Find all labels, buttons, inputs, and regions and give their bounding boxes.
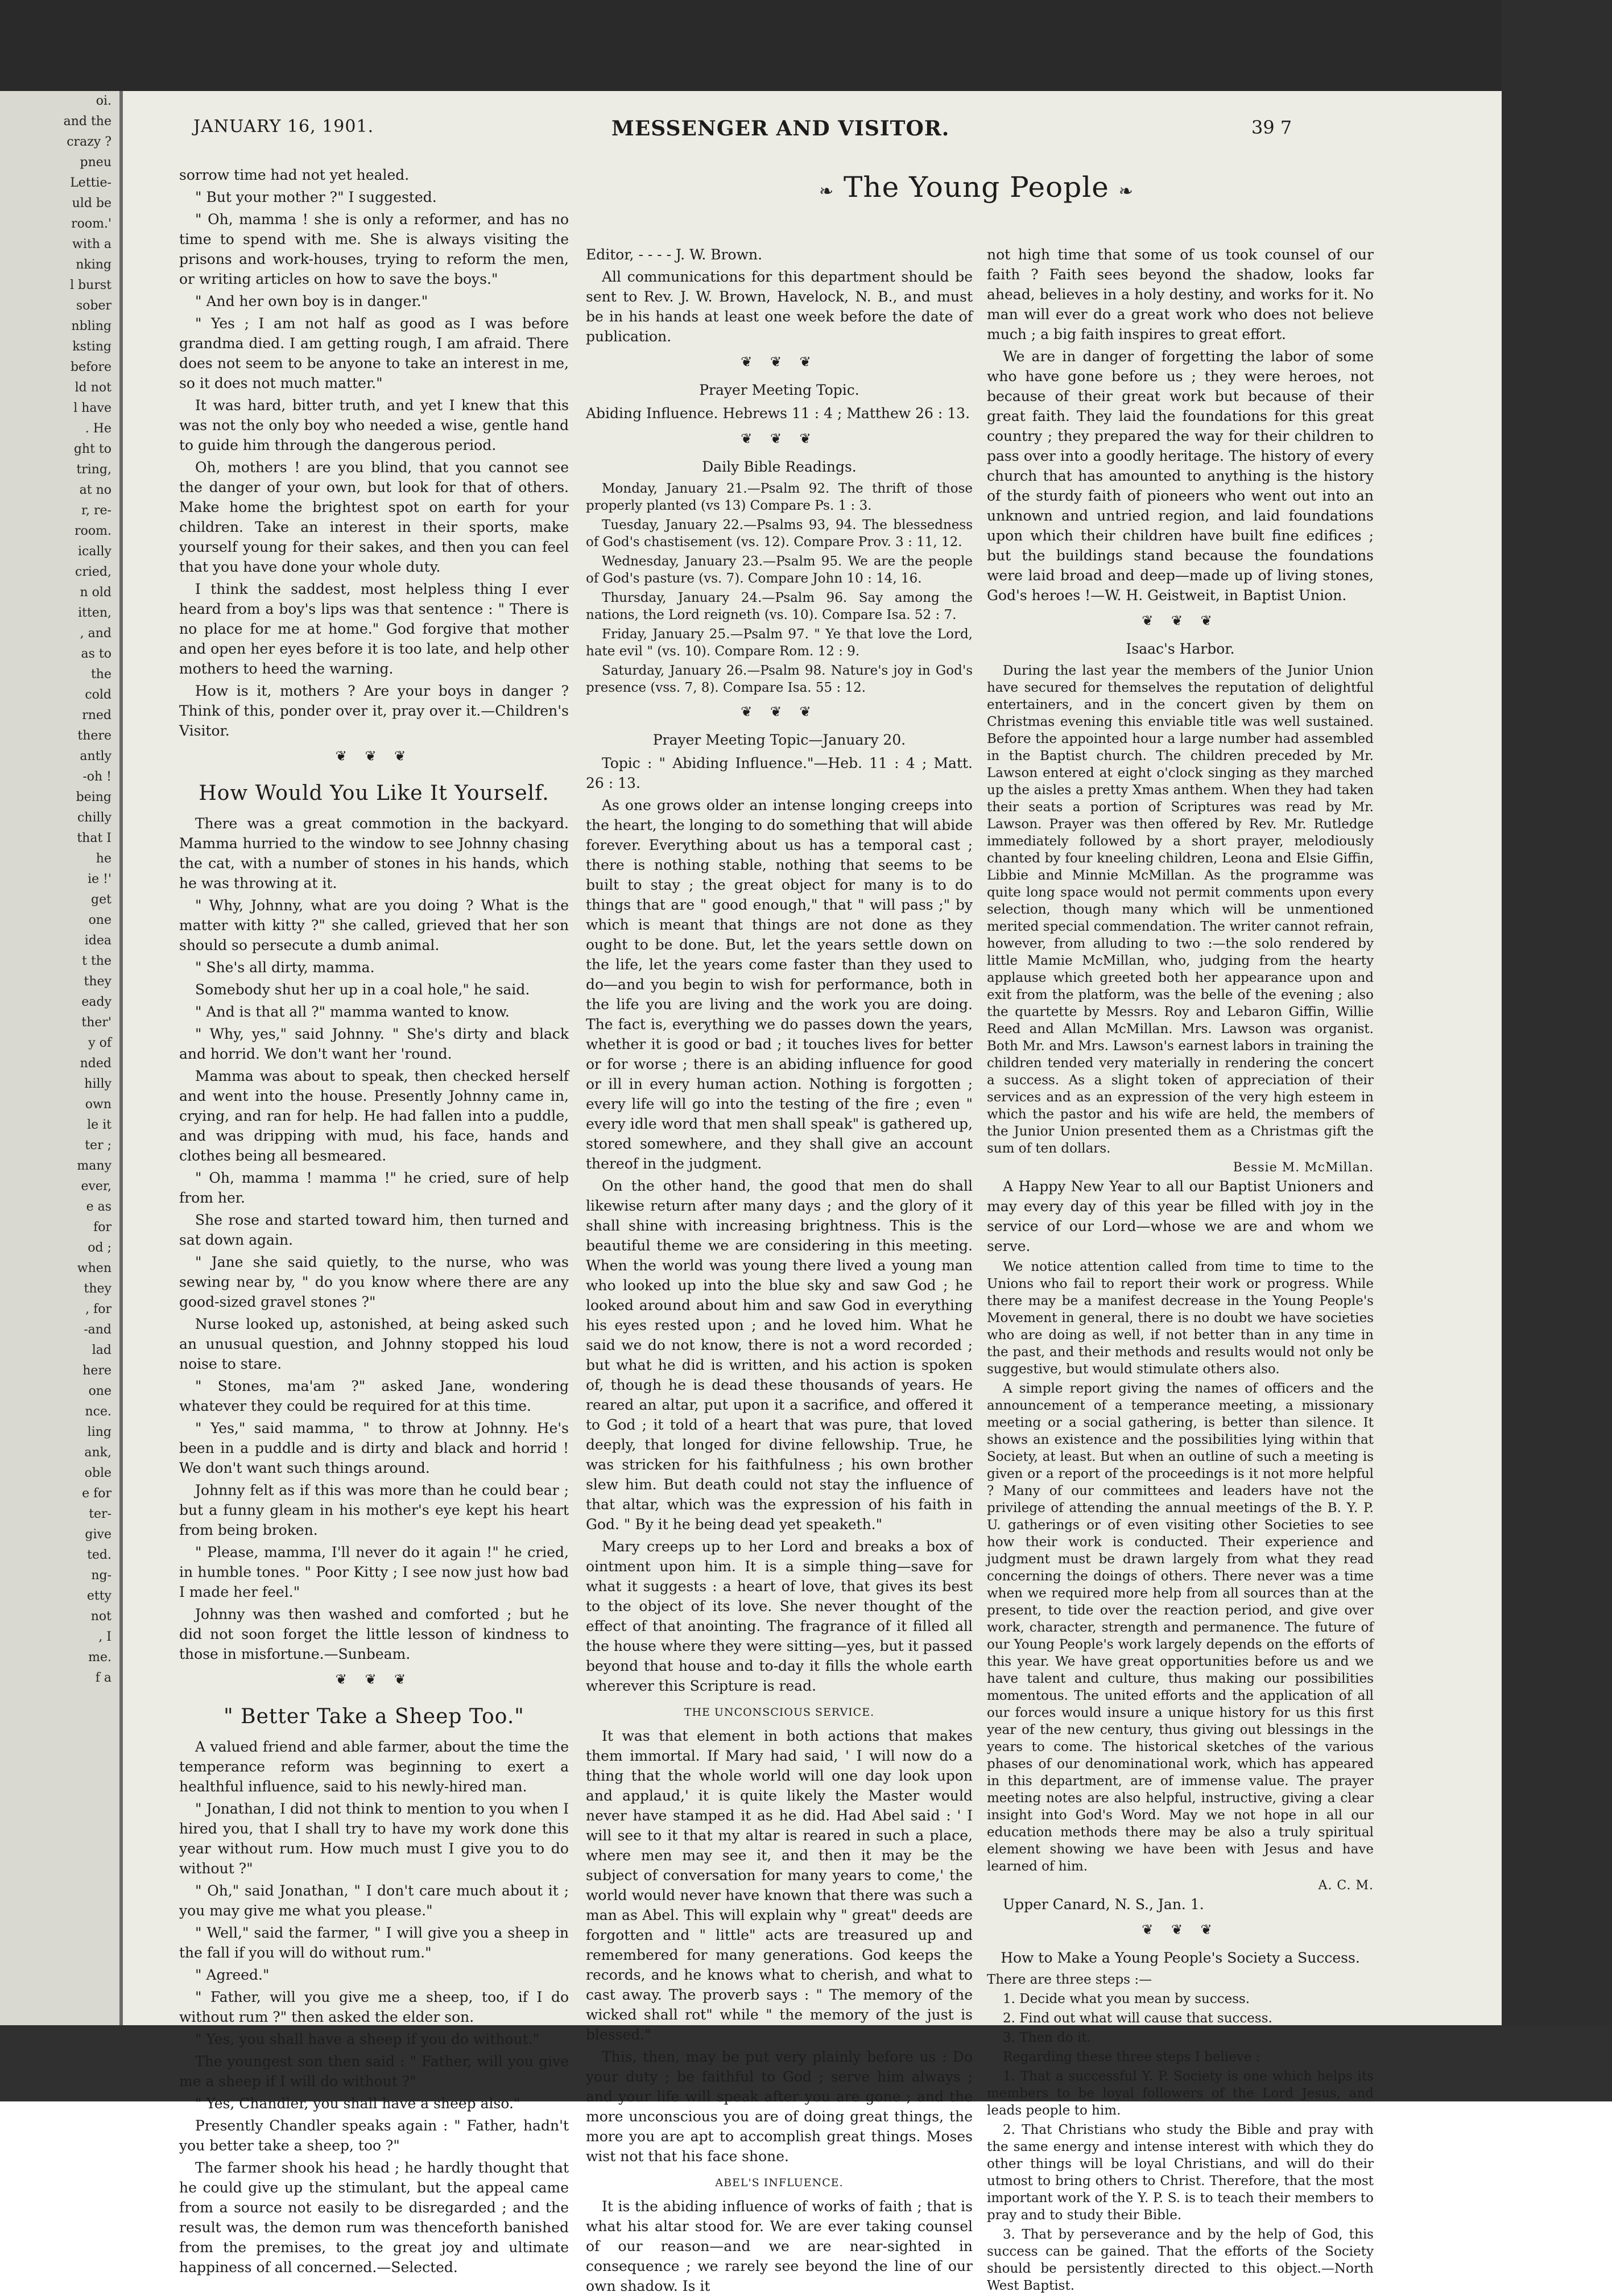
previous-page-fragment: etty bbox=[86, 1589, 111, 1603]
previous-page-fragment: ted. bbox=[87, 1548, 111, 1562]
topic-line: Abiding Influence. Hebrews 11 : 4 ; Matthew 26 : 13. bbox=[586, 405, 970, 422]
previous-page-fragment: not bbox=[90, 1609, 111, 1624]
subheading-daily-readings: Daily Bible Readings. bbox=[702, 459, 857, 475]
article-heading-yourself: How Would You Like It Yourself. bbox=[199, 782, 549, 805]
previous-page-fragment: that I bbox=[77, 831, 111, 845]
paragraph: " Yes ; I am not half as good as I was before grandma died. I am getting rough, I am afraid. There does not seem to be anyone to take an interest in me, so it does not much matter." bbox=[179, 315, 569, 391]
paragraph: sorrow time had not yet healed. bbox=[179, 167, 410, 183]
list-item: 1. That a successful Y. P. Society is one which helps its members to be loyal followers of the Lord Jesus, and leads people to him. bbox=[987, 2069, 1374, 2118]
list-item: 2. Find out what will cause that success. bbox=[1003, 2011, 1272, 2026]
reading-item: Saturday, January 26.—Psalm 98. Nature's joy in God's presence (vss. 7, 8). Compare Isa. 55 : 12. bbox=[586, 663, 973, 695]
paragraph: " Yes, Chandler, you shall have a sheep also." bbox=[195, 2095, 520, 2112]
paragraph: The farmer shook his head ; he hardly thought that he could give up the stimulant, but the appeal came from a source not easily to be disregarded ; and the result was, the demon rum was thenceforth banished from the premises, to the great joy and ultimate happiness of all concerned.—Selected. bbox=[179, 2159, 569, 2276]
previous-page-fragment: he bbox=[96, 852, 111, 866]
previous-page-fragment: and the bbox=[63, 114, 111, 129]
previous-page-fragment: le it bbox=[87, 1118, 111, 1132]
section-title bbox=[819, 171, 1134, 204]
list-item: 3. Then do it. bbox=[1003, 2030, 1091, 2045]
header-date: JANUARY 16, 1901. bbox=[193, 117, 374, 137]
paragraph: " Jonathan, I did not think to mention to you when I hired you, that I shall try to have my work done this year without rum. How much must I give you to do without ?" bbox=[179, 1801, 569, 1877]
editor-line: Editor, - - - - J. W. Brown. bbox=[586, 246, 763, 263]
previous-page-fragment: ically bbox=[78, 544, 111, 559]
paragraph: How is it, mothers ? Are your boys in danger ? Think of this, ponder over it, pray over it.—Children's Visitor. bbox=[179, 683, 569, 739]
previous-page-fragment: at no bbox=[79, 483, 111, 497]
paragraph: Oh, mothers ! are you blind, that you cannot see the danger of your own, but look for that of others. Make home the brightest spot on earth for your children. Take an interest in their sports, make yourself young for their sakes, and then you can feel that you have done your whole duty. bbox=[179, 459, 569, 575]
dateline: Upper Canard, N. S., Jan. 1. bbox=[1003, 1896, 1204, 1913]
page-header bbox=[193, 117, 1445, 151]
paragraph: It was hard, bitter truth, and yet I knew that this was not the only boy who needed a wise, gentle hand to guide him through the dangerous period. bbox=[179, 397, 569, 453]
ornament-divider: ❦ ❦ ❦ bbox=[335, 1671, 413, 1687]
paragraph: " Oh, mamma ! mamma !" he cried, sure of help from her. bbox=[179, 1170, 569, 1206]
previous-page-fragment: idea bbox=[84, 934, 111, 948]
previous-page-fragment: uld be bbox=[72, 196, 111, 210]
paragraph: " And is that all ?" mamma wanted to know. bbox=[195, 1004, 510, 1020]
subheading-society-success: How to Make a Young People's Society a Success. bbox=[1001, 1950, 1360, 1966]
paragraph: On the other hand, the good that men do shall likewise return after many days ; and the glory of it shall shine with increasing brightness. This is the beautiful theme we are considering in this meeting. When the world was young there lived a young man who looked up into the blue sky and saw God ; he looked around about him and saw God in everything his eyes rested upon ; and he loved him. What he said we do not know, there is not a word recorded ; but what he did is written, and his action is spoken of, though he is dead these thousands of years. He reared an altar, put upon it a sacrifice, and offered it to God ; it told of a heart that was pure, that loved deeply, that longed for divine fellowship. True, he was stricken for his faithfulness ; his own brother slew him. But death could not stay the influence of that altar, which was the expression of his faith in God. " By it he being dead yet speaketh." bbox=[586, 1178, 973, 1533]
paragraph: As one grows older an intense longing creeps into the heart, the longing to do something that will abide forever. Everything about us has a temporal cast ; there is nothing stable, nothing that seems to be built to stay ; the great object for many is to do things that are " good enough," that " will pass ;" by which is meant that things are not done as they ought to be done. But, let the years settle down on the life, let the years come faster than they used to do—and you begin to wish for performance, both in the life you are living and the work you are doing. The fact is, everything we do passes down the years, whether it is good or bad ; it touches lives for better or for worse ; there is an abiding influence for good or ill in every human action. Nothing is forgotten ; every life will go into the testing of the fire ; even " every idle word that men shall speak" is gathered up, stored somewhere, and they shall give an account thereof in the judgment. bbox=[586, 797, 973, 1172]
previous-page-fragment: ng- bbox=[91, 1568, 111, 1583]
previous-page-fragment: when bbox=[77, 1261, 111, 1275]
previous-page-fragment: they bbox=[84, 1282, 111, 1296]
previous-page-fragment: nking bbox=[76, 258, 111, 272]
previous-page-fragment: one bbox=[88, 1384, 111, 1398]
previous-page-fragment: cold bbox=[85, 688, 111, 702]
paragraph: Johnny was then washed and comforted ; but he did not soon forget the little lesson of kindness to those in misfortune.—Sunbeam. bbox=[179, 1606, 569, 1662]
column-right bbox=[987, 245, 1374, 2293]
previous-page-fragment: chilly bbox=[77, 811, 111, 825]
film-border-right bbox=[1502, 0, 1612, 2101]
previous-page-fragment: ther' bbox=[81, 1015, 111, 1030]
previous-page-fragment: pneu bbox=[80, 155, 111, 170]
previous-page-fragment: ter ; bbox=[85, 1138, 111, 1153]
ornament-divider: ❦ ❦ ❦ bbox=[741, 704, 818, 720]
paragraph: A simple report giving the names of officers and the announcement of a temperance meeting, a missionary meeting or a social gathering, is better than silence. It shows an existence and the possibilities lying within that Society, at least. But when an outline of such a meeting is given or a report of the proceedings is it not more helpful ? Many of our committees and leaders have not the privilege of attending the annual meetings of the B. Y. P. U. gatherings or of even visiting other Societies to see how their work is conducted. Their experience and judgment must be drawn largely from what they read concerning the doings of others. There never was a time when we required more help from all sources than at the present, to tide over the reaction period, and give over work, character, strength and permanence. The future of our Young People's work largely depends on the efforts of this year. We have great opportunities before us and we have talent and culture, thus making our possibilities momentous. The united efforts and the application of all our forces would insure a unique history for us this first year of the new century, thus giving out blessings in the years to come. The historical sketches of the various phases of our denominational work, which has appeared in this department, are of immense value. The prayer meeting notes are also helpful, instructive, giving a clear insight into God's Word. May we not hope in all our education methods there may be also a truly spiritual element showing we have been with Jesus and have learned of him. bbox=[987, 1381, 1374, 1874]
previous-page-fragment: l have bbox=[73, 401, 111, 415]
signature: Bessie M. McMillan. bbox=[1233, 1161, 1374, 1175]
paragraph: " Yes, you shall have a sheep if you do without." bbox=[195, 2031, 540, 2047]
leaf-ornament-icon: ❧ bbox=[819, 181, 834, 201]
previous-page-fragment: get bbox=[91, 893, 111, 907]
previous-page-fragment: hilly bbox=[84, 1077, 111, 1091]
ornament-divider: ❦ ❦ ❦ bbox=[741, 354, 818, 370]
previous-page-fragment: ter- bbox=[89, 1507, 111, 1521]
reading-item: Monday, January 21.—Psalm 92. The thrift of those properly planted (vs 13) Compare Ps. 1 : 3. bbox=[586, 481, 973, 513]
previous-page-fragment: antly bbox=[80, 749, 111, 763]
subheading-unconscious-service: THE UNCONSCIOUS SERVICE. bbox=[684, 1706, 875, 1719]
previous-page-fragment: r, re- bbox=[81, 503, 111, 518]
paragraph: We notice attention called from time to time to the Unions who fail to report their work or progress. While there may be a manifest decrease in the Young People's Movement in general, there is no doubt we have societies who are doing as well, if not better than in any time in the past, and their methods and results would not only be suggestive, but would stimulate others also. bbox=[987, 1260, 1374, 1377]
paragraph: " Agreed." bbox=[195, 1967, 270, 1983]
previous-page-fragment: ld not bbox=[75, 381, 111, 395]
previous-page-fragment: the bbox=[90, 667, 111, 682]
previous-page-fragment: nded bbox=[80, 1056, 111, 1071]
paragraph: During the last year the members of the Junior Union have secured for themselves the reputation of delightful entertainers, and in the concert given by them on Christmas evening this enviable title was well sustained. Before the appointed hour a large number had assembled in the Baptist church. The children preceded by Mr. Lawson entered at eight o'clock singing as they marched up the aisles a pretty Xmas anthem. When they had taken their seats a portion of Scriptures was read by Mr. Lawson. Prayer was then offered by Rev. Mr. Rutledge immediately followed by a short prayer, melodiously chanted by four kneeling children, Leona and Elsie Giffin, Libbie and Minnie McMillan. As the programme was quite long space would not permit comments upon every selection, though many which will be unmentioned merited special commendation. The writer cannot refrain, however, from alluding to two :—the solo rendered by little Mamie McMillan, who, judging from the hearty applause which greeted both her appearance upon and exit from the platform, was the belle of the evening ; also the quartette by Messrs. Roy and Lebaron Giffin, Willie Reed and Allan McMillan. Mrs. Lawson was organist. Both Mr. and Mrs. Lawson's earnest labors in training the children tended very materially in rendering the concert a success. As a slight token of appreciation of their services and as an expression of the very high esteem in which the pastor and his wife are held, the members of the Junior Union presented them as a Christmas gift the sum of ten dollars. bbox=[987, 663, 1374, 1156]
previous-page-fragment: here bbox=[82, 1364, 111, 1378]
subheading-topic-jan20: Prayer Meeting Topic—January 20. bbox=[652, 732, 906, 748]
paragraph: " She's all dirty, mamma. bbox=[195, 959, 375, 976]
previous-page-fragment: ght to bbox=[73, 442, 111, 456]
paragraph: " Jane she said quietly, to the nurse, who was sewing near by, " do you know where there are any good-sized gravel stones ?" bbox=[179, 1254, 569, 1310]
previous-page-fragment: one bbox=[88, 913, 111, 927]
previous-page-fragment: sober bbox=[76, 299, 111, 313]
paragraph: " And her own boy is in danger." bbox=[195, 293, 428, 309]
previous-page-fragment: oi. bbox=[96, 94, 111, 108]
previous-page-fragment: n old bbox=[80, 585, 111, 600]
header-title: MESSENGER AND VISITOR. bbox=[611, 117, 950, 141]
film-border-top bbox=[0, 0, 1612, 91]
paragraph: Nurse looked up, astonished, at being asked such an unusual question, and Johnny stopped his loud noise to stare. bbox=[179, 1316, 569, 1372]
previous-page-fragment: itten, bbox=[78, 606, 111, 620]
previous-page-fragment: room. bbox=[75, 524, 111, 538]
paragraph: " Please, mamma, I'll never do it again !" he cried, in humble tones. " Poor Kitty ; I see now just how bad I made her feel." bbox=[179, 1544, 569, 1600]
paragraph: Presently Chandler speaks again : " Father, hadn't you better take a sheep, too ?" bbox=[179, 2117, 569, 2154]
previous-page-fragment: ie !' bbox=[88, 872, 111, 886]
reading-item: Tuesday, January 22.—Psalms 93, 94. The blessedness of God's chastisement (vs. 12). Compare Prov. 3 : 11, 12. bbox=[586, 518, 973, 550]
paragraph: " Stones, ma'am ?" asked Jane, wondering whatever they could be required for at this time. bbox=[179, 1378, 569, 1414]
previous-page-strip bbox=[0, 91, 123, 2025]
previous-page-fragment: oble bbox=[84, 1466, 111, 1480]
previous-page-fragment: t the bbox=[82, 954, 111, 968]
paragraph: I think the saddest, most helpless thing I ever heard from a boy's lips was that sentence : " There is no place for me at home." God forgive that mother and open her eyes before it is too late, and help other mothers to heed the warning. bbox=[179, 581, 569, 677]
previous-page-fragment: , I bbox=[98, 1630, 111, 1644]
paragraph: Mamma was about to speak, then checked herself and went into the house. Presently Johnny came in, crying, and ran for help. He had fallen into a puddle, and was dripping with mud, his face, hands and clothes being all besmeared. bbox=[179, 1068, 569, 1164]
paragraph: Topic : " Abiding Influence."—Heb. 11 : 4 ; Matt. 26 : 13. bbox=[586, 755, 973, 791]
previous-page-fragment: before bbox=[70, 360, 111, 374]
previous-page-fragment: ling bbox=[87, 1425, 111, 1439]
ornament-divider: ❦ ❦ ❦ bbox=[335, 748, 413, 764]
previous-page-fragment: many bbox=[77, 1159, 111, 1173]
previous-page-fragment: with a bbox=[72, 237, 111, 251]
subheading-isaacs-harbor: Isaac's Harbor. bbox=[1126, 641, 1235, 657]
paragraph: Johnny felt as if this was more than he could bear ; but a funny gleam in his mother's eye kept his heart from being broken. bbox=[179, 1482, 569, 1538]
paragraph: " Why, yes," said Johnny. " She's dirty and black and horrid. We don't want her 'round. bbox=[179, 1026, 569, 1062]
paragraph: " Father, will you give me a sheep, too, if I do without rum ?" then asked the elder son. bbox=[179, 1989, 569, 2025]
subheading-abels-influence: ABEL'S INFLUENCE. bbox=[715, 2177, 844, 2189]
previous-page-fragment: ksting bbox=[72, 340, 111, 354]
previous-page-fragment: for bbox=[93, 1220, 111, 1234]
header-page-number: 39 7 bbox=[1251, 117, 1292, 138]
previous-page-fragment: e for bbox=[82, 1486, 111, 1501]
previous-page-fragment: , for bbox=[85, 1302, 111, 1316]
previous-page-fragment: there bbox=[77, 729, 111, 743]
previous-page-fragment: rned bbox=[82, 708, 111, 722]
column-left bbox=[179, 165, 569, 2276]
paragraph: " Well," said the farmer, " I will give you a sheep in the fall if you will do without rum." bbox=[179, 1925, 569, 1961]
previous-page-fragment: lad bbox=[92, 1343, 111, 1357]
ornament-divider: ❦ ❦ ❦ bbox=[741, 431, 818, 447]
reading-item: Wednesday, January 23.—Psalm 95. We are the people of God's pasture (vs. 7). Compare John 10 : 14, 16. bbox=[586, 554, 973, 586]
paragraph: The youngest son then said : " Father, will you give me a sheep if I will do without ?" bbox=[179, 2053, 569, 2089]
previous-page-fragment: me. bbox=[88, 1650, 111, 1665]
paragraph: " Oh, mamma ! she is only a reformer, and has no time to spend with me. She is always visiting the prisons and work-houses, trying to reform the men, or writing articles on how to save the boys." bbox=[179, 211, 569, 287]
list-item: There are three steps :— bbox=[987, 1972, 1152, 1987]
previous-page-fragment: . He bbox=[85, 422, 111, 436]
subheading-topic: Prayer Meeting Topic. bbox=[699, 382, 859, 398]
previous-page-fragment: ever, bbox=[81, 1179, 111, 1194]
paragraph: This, then, may be put very plainly before us : Do your duty ; be faithful to God ; serve him always ; and your life will speak after you are gone ; and the more unconscious you are of doing great things, the more you are apt to accomplish great things. Moses wist not that his face shone. bbox=[586, 2049, 973, 2165]
paragraph: Mary creeps up to her Lord and breaks a box of ointment upon him. It is a simple thing—save for what it suggests : a heart of love, that gives its best to the object of its love. She never thought of the effect of that anointing. The fragrance of it filled all the house where they were sitting—yes, but it passed beyond that house and to-day it fills the whole earth wherever this Scripture is read. bbox=[586, 1538, 973, 1694]
previous-page-fragment: they bbox=[84, 974, 111, 989]
paragraph: She rose and started toward him, then turned and sat down again. bbox=[179, 1212, 569, 1248]
paragraph: It was that element in both actions that makes them immortal. If Mary had said, ' I will now do a thing that the whole world will one day look upon and applaud,' it is quite likely the Master would never have stamped it as he did. Had Abel said : ' I will see to it that my altar is reared in such a place, where men may see it, and then it may be the subject of conversation for many years to come,' the world would never have known that there was such a man as Abel. This will explain why " great" deeds are forgotten and " little" acts are treasured up and remembered for many generations. God keeps the records, and he knows what to cherish, and what to cast away. The proverb says : " The memory of the wicked shall rot" while " the memory of the just is blessed." bbox=[586, 1728, 973, 2043]
previous-page-fragment: give bbox=[85, 1527, 111, 1542]
paragraph: A Happy New Year to all our Baptist Unioners and may every day of this year be filled with joy in the service of our Lord—whose we are and whom we serve. bbox=[987, 1178, 1374, 1254]
section-title-text: The Young People bbox=[844, 171, 1109, 204]
paragraph: We are in danger of forgetting the labor of some who have gone before us ; they were heroes, not because of their great work but because of their great faith. They laid the foundations for this great country ; they prepared the way for their children to pass over into a goodly heritage. The history of every church that has amounted to anything is the history of the sturdy faith of pioneers who went out into an unknown and untried region, and laid foundations upon which their children have built fine edifices ; but the buildings stand because the foundations were laid broad and deep—made up of living stones, God's heroes !—W. H. Geistweit, in Baptist Union. bbox=[987, 348, 1374, 604]
paragraph: " But your mother ?" I suggested. bbox=[195, 189, 437, 205]
list-item: 1. Decide what you mean by success. bbox=[1003, 1992, 1250, 2006]
reading-item: Friday, January 25.—Psalm 97. " Ye that love the Lord, hate evil " (vs. 10). Compare Rom. 12 : 9. bbox=[586, 627, 973, 659]
previous-page-fragment: nce. bbox=[85, 1405, 111, 1419]
paragraph: not high time that some of us took counsel of our faith ? Faith sees beyond the shadow, looks far ahead, believes in a holy destiny, and works for it. No man will ever do a great work who does not believe much ; a big faith inspires to great effort. bbox=[987, 246, 1374, 342]
previous-page-fragment: nbling bbox=[71, 319, 111, 333]
list-item: 3. That by perseverance and by the help of God, this success can be gained. That the efforts of the Society should be persistently directed to this object.—North West Baptist. bbox=[987, 2227, 1374, 2293]
paragraph: " Yes," said mamma, " to throw at Johnny. He's been in a puddle and is dirty and black and horrid ! We don't want such things around. bbox=[179, 1420, 569, 1476]
signature: A. C. M. bbox=[1318, 1878, 1374, 1893]
previous-page-fragment: y of bbox=[88, 1036, 111, 1050]
paragraph: " Oh," said Jonathan, " I don't care much about it ; you may give me what you please." bbox=[179, 1882, 569, 1919]
previous-page-fragment: od ; bbox=[88, 1241, 111, 1255]
article-heading-sheep: " Better Take a Sheep Too." bbox=[224, 1705, 524, 1728]
ornament-divider: ❦ ❦ ❦ bbox=[1142, 613, 1219, 629]
previous-page-fragment: Lettie- bbox=[70, 176, 111, 190]
leaf-ornament-icon: ❧ bbox=[1118, 181, 1134, 201]
previous-page-fragment: -and bbox=[84, 1323, 111, 1337]
reading-item: Thursday, January 24.—Psalm 96. Say among the nations, the Lord reigneth (vs. 10). Compare Isa. 52 : 7. bbox=[586, 590, 973, 622]
previous-page-fragment: l burst bbox=[70, 278, 111, 292]
previous-page-fragment: , and bbox=[80, 626, 111, 641]
previous-page-fragment: cried, bbox=[75, 565, 111, 579]
paragraph: Somebody shut her up in a coal hole," he said. bbox=[195, 981, 530, 998]
previous-page-fragment: own bbox=[85, 1097, 111, 1112]
previous-page-fragment: tring, bbox=[76, 462, 111, 477]
list-item: Regarding these three steps I believe : bbox=[1003, 2050, 1260, 2064]
previous-page-fragment: f a bbox=[95, 1671, 111, 1685]
paragraph: All communications for this department should be sent to Rev. J. W. Brown, Havelock, N. B., and must be in his hands at least one week before the date of publication. bbox=[586, 269, 973, 345]
previous-page-fragment: ank, bbox=[84, 1446, 111, 1460]
previous-page-fragment: room.' bbox=[71, 217, 111, 231]
paragraph: It is the abiding influence of works of faith ; that is what his altar stood for. We are ever taking counsel of our reason—and we are near-sighted in consequence ; we rarely see beyond the line of our own shadow. Is it bbox=[586, 2198, 973, 2294]
previous-page-fragment: being bbox=[76, 790, 111, 804]
column-middle bbox=[586, 245, 973, 2294]
ornament-divider: ❦ ❦ ❦ bbox=[1142, 1922, 1219, 1938]
list-item: 2. That Christians who study the Bible and pray with the same energy and intense interest with which they do other things will be loyal Christians, and will do their utmost to bring others to Christ. Therefore, that the most important work of the Y. P. S. is to teach their members to pray and to study their Bible. bbox=[987, 2122, 1374, 2223]
previous-page-fragment: as to bbox=[81, 647, 111, 661]
paragraph: " Why, Johnny, what are you doing ? What is the matter with kitty ?" she called, grieved that her son should so persecute a dumb animal. bbox=[179, 897, 569, 953]
previous-page-fragment: -oh ! bbox=[82, 770, 111, 784]
paragraph: A valued friend and able farmer, about the time the temperance reform was beginning to exert a healthful influence, said to his newly-hired man. bbox=[179, 1738, 569, 1795]
paragraph: There was a great commotion in the backyard. Mamma hurried to the window to see Johnny chasing the cat, with a number of stones in his hands, which he was throwing at it. bbox=[179, 815, 569, 891]
previous-page-fragment: crazy ? bbox=[67, 135, 111, 149]
previous-page-fragment: e as bbox=[86, 1200, 111, 1214]
previous-page-fragment: eady bbox=[81, 995, 111, 1009]
